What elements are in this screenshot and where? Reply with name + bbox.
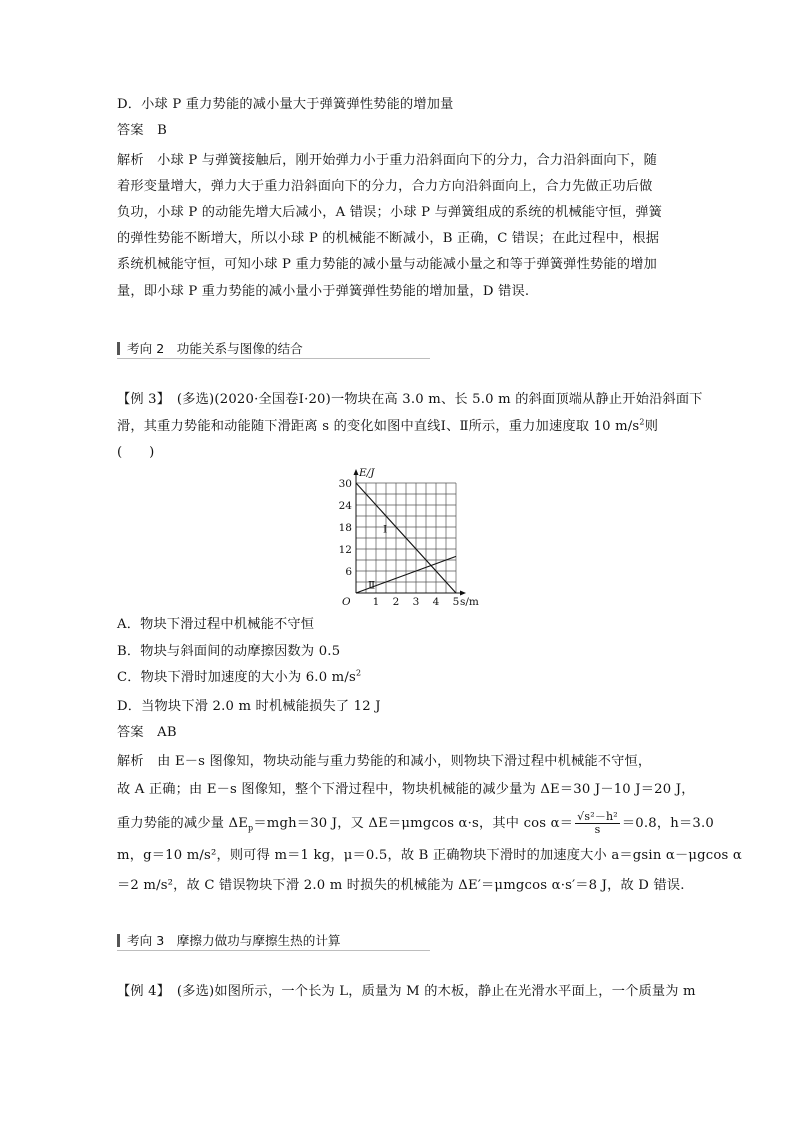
analysis2-line-4: m，g＝10 m/s²，则可得 m＝1 kg，μ＝0.5，故 B 正确物块下滑时的加速度大小 a＝gsin α－μgcos α [117, 848, 742, 863]
superscript: 2 [639, 417, 645, 427]
chart-labels [339, 467, 479, 608]
option-d: D．当物块下滑 2.0 m 时机械能损失了 12 J [117, 699, 381, 714]
fraction-numerator: √s²－h² [577, 810, 618, 823]
option-c-text: C．物块下滑时加速度的大小为 6.0 m/s [117, 670, 356, 685]
section-marker [117, 342, 120, 355]
x-axis-arrow-icon [460, 591, 466, 596]
x-tick-label: 3 [412, 596, 420, 608]
analysis-line-1: 解析 小球 P 与弹簧接触后，刚开始弹力小于重力沿斜面向下的分力，合力沿斜面向下，随 [117, 153, 657, 168]
example-3-line-1: 【例 3】 (多选)(2020·全国卷Ⅰ·20)一物块在高 3.0 m、长 5.0 m 的斜面顶端从静止开始沿斜面下 [117, 392, 703, 407]
example-4-line-1: 【例 4】 (多选)如图所示，一个长为 L，质量为 M 的木板，静止在光滑水平面上，一个质量为 m [117, 984, 696, 999]
example-3-bracket: ( ) [117, 445, 155, 460]
text-seg: ＝0.8，h＝3.0 [621, 816, 714, 831]
y-tick-label: 6 [345, 566, 352, 578]
section-header-3 [117, 928, 430, 951]
analysis-line-6: 量，即小球 P 重力势能的减小量小于弹簧弹性势能的增加量，D 错误. [117, 284, 530, 299]
y-tick-label: 18 [338, 522, 352, 534]
section-title: 考向 3 摩擦力做功与摩擦生热的计算 [127, 933, 341, 948]
example-3-line-2-text: 滑，其重力势能和动能随下滑距离 s 的变化如图中直线Ⅰ、Ⅱ所示，重力加速度取 10 m/s [117, 419, 640, 434]
option-c [117, 668, 361, 688]
x-tick-label: 5 [452, 596, 460, 608]
analysis-line-5: 系统机械能守恒，可知小球 P 重力势能的减小量与动能减小量之和等于弹簧弹性势能的增加 [117, 257, 657, 272]
analysis-line-4: 的弹性势能不断增大，所以小球 P 的机械能不断减小，B 正确，C 错误；在此过程中，根据 [117, 231, 660, 246]
y-tick-label: 12 [338, 544, 352, 556]
series-label-1: Ⅰ [383, 523, 388, 536]
section-title: 考向 2 功能关系与图像的结合 [127, 341, 303, 356]
analysis-line-2: 着形变量增大，弹力大于重力沿斜面向下的分力，合力方向沿斜面向上，合力先做正功后做 [117, 179, 653, 194]
energy-distance-chart [326, 462, 479, 610]
option-d-text: D．小球 P 重力势能的减小量大于弹簧弹性势能的增加量 [117, 97, 454, 112]
analysis2-line-5: ＝2 m/s²，故 C 错误物块下滑 2.0 m 时损失的机械能为 ΔE′＝μmgcos α·s′＝8 J，故 D 错误. [117, 878, 685, 893]
origin-label: O [342, 596, 351, 608]
analysis-line-3: 负功，小球 P 的动能先增大后减小，A 错误；小球 P 与弹簧组成的系统的机械能守恒，弹簧 [117, 205, 663, 220]
analysis2-line-3 [117, 811, 714, 836]
x-tick-label: 4 [432, 596, 440, 608]
y-axis-arrow-icon [354, 469, 359, 475]
text-seg: 重力势能的减少量 ΔE [117, 816, 249, 831]
analysis2-line-1: 解析 由 E－s 图像知，物块动能与重力势能的和减小，则物块下滑过程中机械能不守恒， [117, 754, 652, 769]
option-a: A．物块下滑过程中机械能不守恒 [117, 617, 315, 632]
x-axis-label: s/m [460, 596, 479, 608]
superscript: 2 [356, 668, 362, 678]
y-tick-label: 30 [338, 478, 352, 490]
x-tick-label: 1 [372, 596, 380, 608]
y-tick-label: 24 [338, 500, 352, 512]
text-seg: ＝mgh＝30 J，又 ΔE＝μmgcos α·s，其中 cos α＝ [253, 816, 574, 831]
x-tick-label: 2 [392, 596, 400, 608]
chart-axes [354, 469, 467, 596]
answer-line: 答案 B [117, 123, 168, 138]
example-3-line-2 [117, 417, 658, 437]
section-marker [117, 934, 120, 947]
answer-line-2: 答案 AB [117, 725, 177, 740]
section-header-2 [117, 336, 430, 359]
subscript: p [248, 823, 254, 833]
option-b: B．物块与斜面间的动摩擦因数为 0.5 [117, 644, 341, 659]
series-label-2: Ⅱ [368, 579, 376, 592]
y-axis-label: E/J [359, 467, 375, 479]
cos-fraction [575, 811, 620, 836]
fraction-denominator: s [594, 823, 601, 836]
analysis2-line-2: 故 A 正确；由 E－s 图像知，整个下滑过程中，物块机械能的减少量为 ΔE＝30 J－10 J＝20 J， [117, 782, 695, 797]
example-3-line-2-end: 则 [644, 419, 659, 434]
